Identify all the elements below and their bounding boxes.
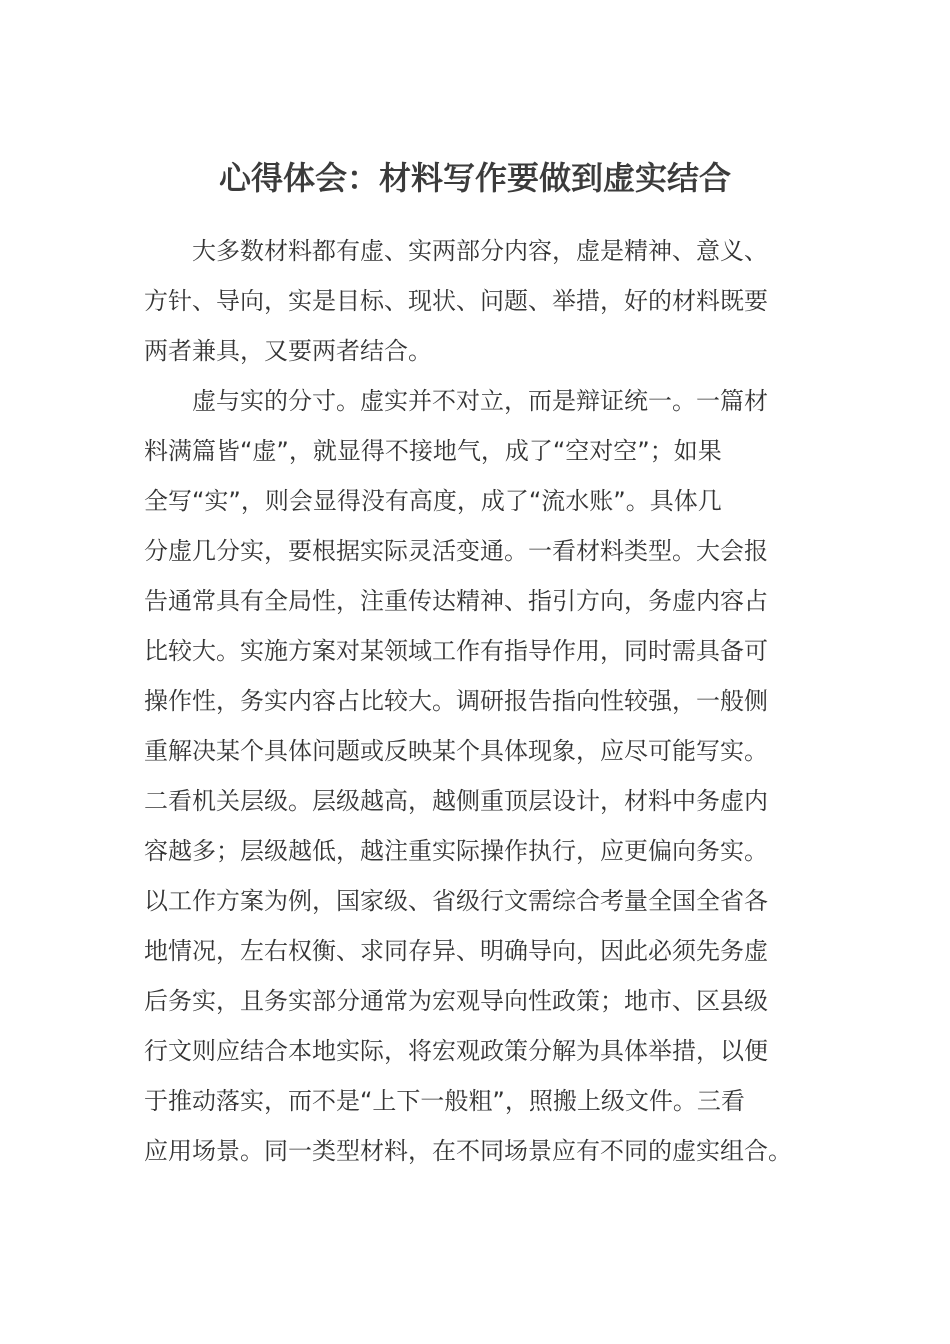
paragraph-2-line-8: 重解决某个具体问题或反映某个具体现象，应尽可能写实。 <box>144 737 768 765</box>
document-title: 心得体会：材料写作要做到虚实结合 <box>218 159 731 197</box>
paragraph-2-line-5: 告通常具有全局性，注重传达精神、指引方向，务虚内容占 <box>144 587 768 615</box>
paragraph-2-line-9: 二看机关层级。层级越高，越侧重顶层设计，材料中务虚内 <box>144 787 768 815</box>
paragraph-2-line-13: 后务实，且务实部分通常为宏观导向性政策；地市、区县级 <box>144 987 768 1015</box>
paragraph-2-line-2: 料满篇皆“虚”，就显得不接地气，成了“空对空”；如果 <box>144 437 722 465</box>
document-body <box>144 226 804 1176</box>
paragraph-2-line-11: 以工作方案为例，国家级、省级行文需综合考量全国全省各 <box>144 887 768 915</box>
paragraph-2-line-4: 分虚几分实，要根据实际灵活变通。一看材料类型。大会报 <box>144 537 768 565</box>
paragraph-2-line-10: 容越多；层级越低，越注重实际操作执行，应更偏向务实。 <box>144 837 768 865</box>
paragraph-2-line-15: 于推动落实，而不是“上下一般粗”，照搬上级文件。三看 <box>144 1087 745 1115</box>
paragraph-1-line-2: 方针、导向，实是目标、现状、问题、举措，好的材料既要 <box>144 287 768 315</box>
paragraph-1-line-1: 大多数材料都有虚、实两部分内容，虚是精神、意义、 <box>192 237 768 265</box>
paragraph-2-line-7: 操作性，务实内容占比较大。调研报告指向性较强，一般侧 <box>144 687 768 715</box>
paragraph-2-line-16: 应用场景。同一类型材料，在不同场景应有不同的虚实组合。 <box>144 1137 792 1165</box>
paragraph-2-line-12: 地情况，左右权衡、求同存异、明确导向，因此必须先务虚 <box>144 937 768 965</box>
paragraph-2-line-6: 比较大。实施方案对某领域工作有指导作用，同时需具备可 <box>144 637 768 665</box>
paragraph-1-line-3: 两者兼具，又要两者结合。 <box>144 337 432 365</box>
paragraph-2-line-1: 虚与实的分寸。虚实并不对立，而是辩证统一。一篇材 <box>192 387 768 415</box>
paragraph-2-line-14: 行文则应结合本地实际，将宏观政策分解为具体举措，以便 <box>144 1037 768 1065</box>
paragraph-2-line-3: 全写“实”，则会显得没有高度，成了“流水账”。具体几 <box>144 487 722 515</box>
